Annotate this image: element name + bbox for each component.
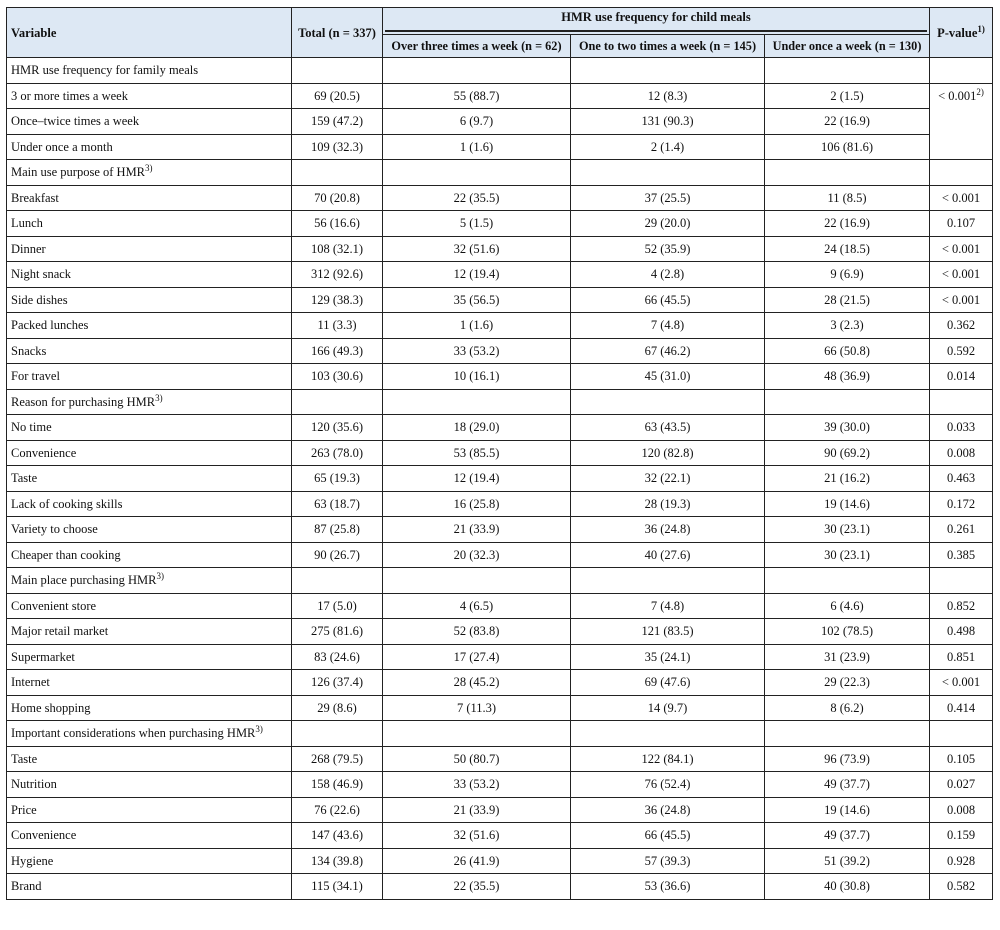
pvalue-cell: 0.107 xyxy=(930,211,993,237)
pvalue-cell: 0.159 xyxy=(930,823,993,849)
group3-cell: 39 (30.0) xyxy=(765,415,930,441)
group2-cell: 57 (39.3) xyxy=(571,848,765,874)
group3-cell: 21 (16.2) xyxy=(765,466,930,492)
group2-cell: 67 (46.2) xyxy=(571,338,765,364)
pvalue-cell: 0.592 xyxy=(930,338,993,364)
group3-cell: 96 (73.9) xyxy=(765,746,930,772)
total-cell: 158 (46.9) xyxy=(292,772,383,798)
group1-cell: 52 (83.8) xyxy=(383,619,571,645)
group1-cell: 21 (33.9) xyxy=(383,797,571,823)
section-footnote: 3) xyxy=(155,392,163,403)
group3-cell: 9 (6.9) xyxy=(765,262,930,288)
group3-cell: 29 (22.3) xyxy=(765,670,930,696)
pvalue-cell: 0.463 xyxy=(930,466,993,492)
pvalue-header xyxy=(930,8,993,58)
group1-cell: 6 (9.7) xyxy=(383,109,571,135)
row-label: 3 or more times a week xyxy=(7,83,292,109)
pvalue-cell: 0.852 xyxy=(930,593,993,619)
total-cell: 263 (78.0) xyxy=(292,440,383,466)
table-row xyxy=(7,287,993,313)
total-cell: 268 (79.5) xyxy=(292,746,383,772)
section-footnote: 3) xyxy=(145,163,153,174)
group3-cell: 90 (69.2) xyxy=(765,440,930,466)
group3-cell: 19 (14.6) xyxy=(765,491,930,517)
row-label: Supermarket xyxy=(7,644,292,670)
total-cell: 83 (24.6) xyxy=(292,644,383,670)
row-label: Hygiene xyxy=(7,848,292,874)
group2-cell: 35 (24.1) xyxy=(571,644,765,670)
table-body xyxy=(7,58,993,900)
section-row-reason xyxy=(7,389,993,415)
table-row xyxy=(7,364,993,390)
table-row xyxy=(7,109,993,135)
section-row-family-meals xyxy=(7,58,993,84)
group2-cell: 12 (8.3) xyxy=(571,83,765,109)
total-cell: 129 (38.3) xyxy=(292,287,383,313)
group1-cell: 16 (25.8) xyxy=(383,491,571,517)
group-header xyxy=(383,8,930,35)
section-footnote: 3) xyxy=(255,724,263,735)
group3-cell: 40 (30.8) xyxy=(765,874,930,900)
group3-cell: 28 (21.5) xyxy=(765,287,930,313)
group2-cell: 29 (20.0) xyxy=(571,211,765,237)
row-label: For travel xyxy=(7,364,292,390)
pvalue-cell: 0.008 xyxy=(930,797,993,823)
table-row xyxy=(7,848,993,874)
pvalue-cell: 0.105 xyxy=(930,746,993,772)
group3-cell: 19 (14.6) xyxy=(765,797,930,823)
group2-cell: 36 (24.8) xyxy=(571,517,765,543)
table-row xyxy=(7,313,993,339)
table-row xyxy=(7,670,993,696)
group1-cell: 12 (19.4) xyxy=(383,466,571,492)
table-row xyxy=(7,134,993,160)
row-label: Lunch xyxy=(7,211,292,237)
row-label: Internet xyxy=(7,670,292,696)
section-row-considerations xyxy=(7,721,993,747)
group2-cell: 53 (36.6) xyxy=(571,874,765,900)
group2-cell: 7 (4.8) xyxy=(571,593,765,619)
pvalue-header-footnote: 1) xyxy=(977,23,985,34)
group3-cell: 30 (23.1) xyxy=(765,517,930,543)
group3-cell: 6 (4.6) xyxy=(765,593,930,619)
pvalue-cell: 0.033 xyxy=(930,415,993,441)
pvalue-cell: 0.414 xyxy=(930,695,993,721)
group2-cell: 52 (35.9) xyxy=(571,236,765,262)
group1-cell: 33 (53.2) xyxy=(383,772,571,798)
table-row xyxy=(7,644,993,670)
section-title: Main place purchasing HMR xyxy=(11,573,157,588)
table-row xyxy=(7,440,993,466)
table-row xyxy=(7,542,993,568)
row-label: Packed lunches xyxy=(7,313,292,339)
pvalue-text: < 0.001 xyxy=(938,88,977,103)
group2-cell: 36 (24.8) xyxy=(571,797,765,823)
total-cell: 63 (18.7) xyxy=(292,491,383,517)
pvalue-cell: 0.851 xyxy=(930,644,993,670)
group1-cell: 5 (1.5) xyxy=(383,211,571,237)
pvalue-header-label: P-value xyxy=(937,25,978,40)
group2-cell: 122 (84.1) xyxy=(571,746,765,772)
group3-cell: 48 (36.9) xyxy=(765,364,930,390)
table-container xyxy=(6,7,993,900)
total-cell: 147 (43.6) xyxy=(292,823,383,849)
row-label: Breakfast xyxy=(7,185,292,211)
total-cell: 65 (19.3) xyxy=(292,466,383,492)
group1-cell: 12 (19.4) xyxy=(383,262,571,288)
group2-cell: 40 (27.6) xyxy=(571,542,765,568)
group1-cell: 1 (1.6) xyxy=(383,313,571,339)
pvalue-cell: 0.385 xyxy=(930,542,993,568)
table-header xyxy=(7,8,993,58)
group2-cell: 63 (43.5) xyxy=(571,415,765,441)
table-row xyxy=(7,262,993,288)
group2-cell: 121 (83.5) xyxy=(571,619,765,645)
pvalue-cell: 0.362 xyxy=(930,313,993,339)
row-label: Major retail market xyxy=(7,619,292,645)
pvalue-footnote: 2) xyxy=(976,86,984,97)
row-label: No time xyxy=(7,415,292,441)
section-title-cell xyxy=(7,389,292,415)
group3-cell: 24 (18.5) xyxy=(765,236,930,262)
group1-cell: 7 (11.3) xyxy=(383,695,571,721)
pvalue-cell: < 0.001 xyxy=(930,185,993,211)
pvalue-cell: 0.261 xyxy=(930,517,993,543)
group1-cell: 1 (1.6) xyxy=(383,134,571,160)
total-cell: 275 (81.6) xyxy=(292,619,383,645)
total-cell: 29 (8.6) xyxy=(292,695,383,721)
group2-cell: 32 (22.1) xyxy=(571,466,765,492)
pvalue-cell: < 0.001 xyxy=(930,262,993,288)
group2-cell: 14 (9.7) xyxy=(571,695,765,721)
table-row xyxy=(7,211,993,237)
variable-header: Variable xyxy=(7,8,292,58)
table-row xyxy=(7,695,993,721)
group3-cell: 49 (37.7) xyxy=(765,823,930,849)
table-row xyxy=(7,746,993,772)
group3-cell: 22 (16.9) xyxy=(765,211,930,237)
table-row xyxy=(7,236,993,262)
group2-cell: 66 (45.5) xyxy=(571,287,765,313)
row-label: Snacks xyxy=(7,338,292,364)
group2-cell: 7 (4.8) xyxy=(571,313,765,339)
row-label: Convenience xyxy=(7,823,292,849)
total-cell: 70 (20.8) xyxy=(292,185,383,211)
pvalue-cell: 0.027 xyxy=(930,772,993,798)
total-cell: 17 (5.0) xyxy=(292,593,383,619)
total-cell: 109 (32.3) xyxy=(292,134,383,160)
row-label: Night snack xyxy=(7,262,292,288)
table-row xyxy=(7,491,993,517)
group1-cell: 55 (88.7) xyxy=(383,83,571,109)
table-row xyxy=(7,415,993,441)
table-row xyxy=(7,517,993,543)
row-label: Nutrition xyxy=(7,772,292,798)
pvalue-cell: 0.928 xyxy=(930,848,993,874)
total-cell: 166 (49.3) xyxy=(292,338,383,364)
row-label: Home shopping xyxy=(7,695,292,721)
group1-cell: 21 (33.9) xyxy=(383,517,571,543)
group1-cell: 10 (16.1) xyxy=(383,364,571,390)
total-header: Total (n = 337) xyxy=(292,8,383,58)
section-row-place xyxy=(7,568,993,594)
pvalue-cell: 0.172 xyxy=(930,491,993,517)
row-label: Under once a month xyxy=(7,134,292,160)
group1-cell: 50 (80.7) xyxy=(383,746,571,772)
group3-cell: 31 (23.9) xyxy=(765,644,930,670)
hmr-usage-table xyxy=(6,7,993,900)
table-row xyxy=(7,83,993,109)
pvalue-cell: 0.498 xyxy=(930,619,993,645)
group3-cell: 49 (37.7) xyxy=(765,772,930,798)
group2-cell: 2 (1.4) xyxy=(571,134,765,160)
group3-cell: 51 (39.2) xyxy=(765,848,930,874)
table-row xyxy=(7,823,993,849)
total-cell: 69 (20.5) xyxy=(292,83,383,109)
table-row xyxy=(7,797,993,823)
group1-cell: 22 (35.5) xyxy=(383,185,571,211)
section-title: HMR use frequency for family meals xyxy=(7,58,292,84)
group3-cell: 3 (2.3) xyxy=(765,313,930,339)
total-cell: 120 (35.6) xyxy=(292,415,383,441)
total-cell: 312 (92.6) xyxy=(292,262,383,288)
pvalue-cell xyxy=(930,83,993,160)
pvalue-cell: < 0.001 xyxy=(930,236,993,262)
section-title-cell xyxy=(7,568,292,594)
row-label: Once–twice times a week xyxy=(7,109,292,135)
row-label: Cheaper than cooking xyxy=(7,542,292,568)
header-row-top xyxy=(7,8,993,35)
group1-cell: 28 (45.2) xyxy=(383,670,571,696)
table-row xyxy=(7,338,993,364)
row-label: Variety to choose xyxy=(7,517,292,543)
group1-cell: 26 (41.9) xyxy=(383,848,571,874)
group2-cell: 69 (47.6) xyxy=(571,670,765,696)
group1-cell: 33 (53.2) xyxy=(383,338,571,364)
table-row xyxy=(7,593,993,619)
row-label: Dinner xyxy=(7,236,292,262)
group1-cell: 22 (35.5) xyxy=(383,874,571,900)
group1-cell: 35 (56.5) xyxy=(383,287,571,313)
group-header-one-two: One to two times a week (n = 145) xyxy=(571,35,765,58)
row-label: Lack of cooking skills xyxy=(7,491,292,517)
row-label: Brand xyxy=(7,874,292,900)
section-title: Reason for purchasing HMR xyxy=(11,394,156,409)
total-cell: 87 (25.8) xyxy=(292,517,383,543)
section-title: Main use purpose of HMR xyxy=(11,165,146,180)
group-header-under-once: Under once a week (n = 130) xyxy=(765,35,930,58)
table-row xyxy=(7,619,993,645)
group2-cell: 66 (45.5) xyxy=(571,823,765,849)
group3-cell: 106 (81.6) xyxy=(765,134,930,160)
group3-cell: 2 (1.5) xyxy=(765,83,930,109)
total-cell: 134 (39.8) xyxy=(292,848,383,874)
section-footnote: 3) xyxy=(156,571,164,582)
section-row-purpose xyxy=(7,160,993,186)
group1-cell: 20 (32.3) xyxy=(383,542,571,568)
group1-cell: 17 (27.4) xyxy=(383,644,571,670)
section-title: Important considerations when purchasing HMR xyxy=(11,726,256,741)
total-cell: 103 (30.6) xyxy=(292,364,383,390)
pvalue-cell: 0.014 xyxy=(930,364,993,390)
row-label: Taste xyxy=(7,466,292,492)
table-row xyxy=(7,185,993,211)
group3-cell: 66 (50.8) xyxy=(765,338,930,364)
group2-cell: 4 (2.8) xyxy=(571,262,765,288)
row-label: Price xyxy=(7,797,292,823)
pvalue-cell: 0.008 xyxy=(930,440,993,466)
row-label: Convenience xyxy=(7,440,292,466)
pvalue-cell: < 0.001 xyxy=(930,670,993,696)
group1-cell: 53 (85.5) xyxy=(383,440,571,466)
section-title-cell xyxy=(7,160,292,186)
total-cell: 126 (37.4) xyxy=(292,670,383,696)
group2-cell: 37 (25.5) xyxy=(571,185,765,211)
group1-cell: 18 (29.0) xyxy=(383,415,571,441)
group3-cell: 8 (6.2) xyxy=(765,695,930,721)
total-cell: 56 (16.6) xyxy=(292,211,383,237)
table-row xyxy=(7,772,993,798)
table-row xyxy=(7,466,993,492)
group-header-over-three: Over three times a week (n = 62) xyxy=(383,35,571,58)
pvalue-cell: < 0.001 xyxy=(930,287,993,313)
total-cell: 159 (47.2) xyxy=(292,109,383,135)
group2-cell: 45 (31.0) xyxy=(571,364,765,390)
group3-cell: 22 (16.9) xyxy=(765,109,930,135)
group1-cell: 32 (51.6) xyxy=(383,236,571,262)
total-cell: 90 (26.7) xyxy=(292,542,383,568)
group2-cell: 131 (90.3) xyxy=(571,109,765,135)
group1-cell: 4 (6.5) xyxy=(383,593,571,619)
total-cell: 76 (22.6) xyxy=(292,797,383,823)
group1-cell: 32 (51.6) xyxy=(383,823,571,849)
total-cell: 11 (3.3) xyxy=(292,313,383,339)
total-cell: 115 (34.1) xyxy=(292,874,383,900)
row-label: Convenient store xyxy=(7,593,292,619)
group2-cell: 76 (52.4) xyxy=(571,772,765,798)
group3-cell: 30 (23.1) xyxy=(765,542,930,568)
group2-cell: 28 (19.3) xyxy=(571,491,765,517)
table-row xyxy=(7,874,993,900)
row-label: Side dishes xyxy=(7,287,292,313)
group3-cell: 11 (8.5) xyxy=(765,185,930,211)
group2-cell: 120 (82.8) xyxy=(571,440,765,466)
group-title: HMR use frequency for child meals xyxy=(385,10,927,32)
section-title-cell xyxy=(7,721,292,747)
row-label: Taste xyxy=(7,746,292,772)
group3-cell: 102 (78.5) xyxy=(765,619,930,645)
pvalue-cell: 0.582 xyxy=(930,874,993,900)
total-cell: 108 (32.1) xyxy=(292,236,383,262)
